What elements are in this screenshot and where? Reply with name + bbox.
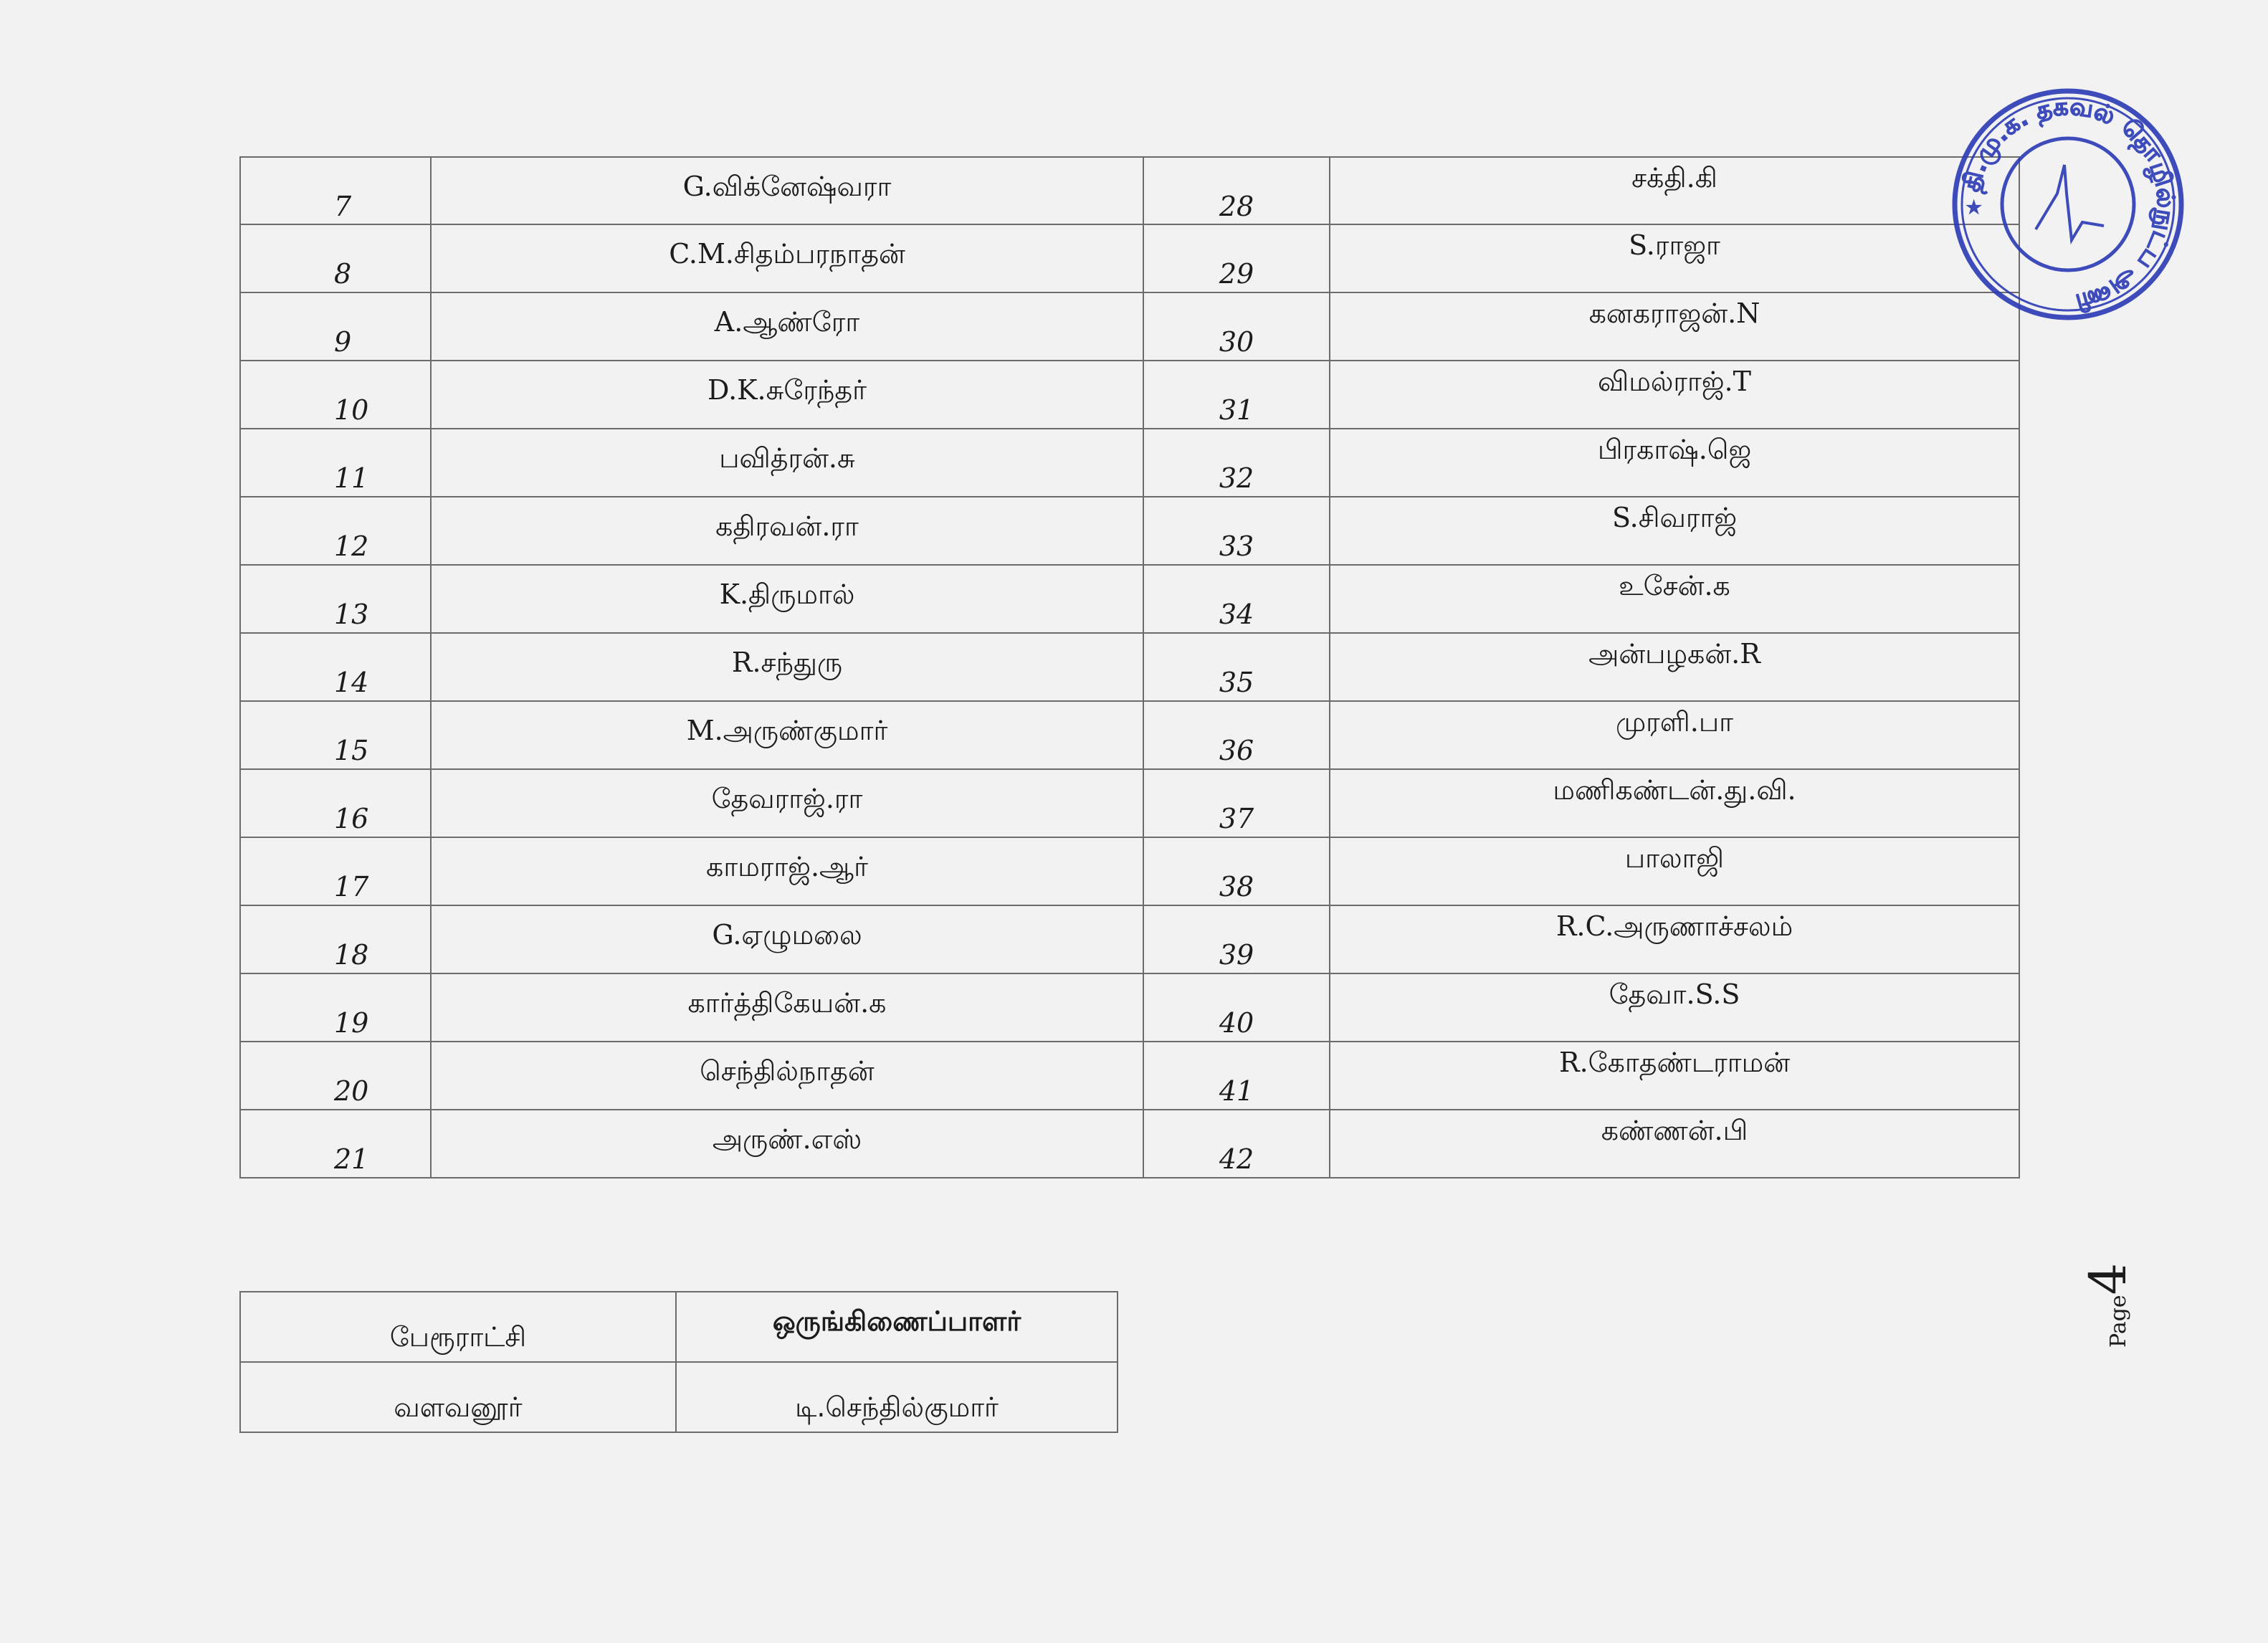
serial-number-left: 13 [240,565,431,633]
serial-number-left: 8 [240,224,431,292]
member-name-right: உசேன்.க [1330,565,2019,633]
member-name-left: அருண்.எஸ் [431,1110,1143,1178]
member-name-right: R.கோதண்டராமன் [1330,1042,2019,1110]
table-row [240,905,2019,973]
member-name-left: K.திருமால் [431,565,1143,633]
members-table-body [240,157,2019,1178]
table-row [240,565,2019,633]
serial-number-left: 10 [240,361,431,429]
table-row [240,1042,2019,1110]
serial-number-right: 32 [1143,429,1330,497]
member-name-left: C.M.சிதம்பரநாதன் [431,224,1143,292]
serial-number-right: 30 [1143,292,1330,361]
serial-number-left: 7 [240,157,431,224]
table-row [240,157,2019,224]
member-name-right: விமல்ராஜ்.T [1330,361,2019,429]
serial-number-right: 36 [1143,701,1330,769]
member-name-right: தேவா.S.S [1330,973,2019,1042]
member-name-right: S.ராஜா [1330,224,2019,292]
coordinator-header-row [240,1292,1118,1362]
member-name-left: R.சந்துரு [431,633,1143,701]
table-row [240,224,2019,292]
table-row [240,1110,2019,1178]
serial-number-left: 11 [240,429,431,497]
member-name-left: G.ஏழுமலை [431,905,1143,973]
header-coordinator: ஒருங்கிணைப்பாளர் [676,1292,1118,1362]
coordinator-value-row [240,1362,1118,1432]
serial-number-left: 19 [240,973,431,1042]
coordinator-name-value: டி.செந்தில்குமார் [676,1362,1118,1432]
coordinator-table [239,1291,1118,1433]
serial-number-left: 20 [240,1042,431,1110]
serial-number-left: 9 [240,292,431,361]
serial-number-right: 40 [1143,973,1330,1042]
serial-number-left: 15 [240,701,431,769]
table-row [240,361,2019,429]
member-name-left: செந்தில்நாதன் [431,1042,1143,1110]
serial-number-left: 17 [240,837,431,905]
members-table [239,156,2020,1178]
table-row [240,769,2019,837]
member-name-left: D.K.சுரேந்தர் [431,361,1143,429]
serial-number-right: 35 [1143,633,1330,701]
table-row [240,292,2019,361]
serial-number-right: 33 [1143,497,1330,565]
member-name-left: A.ஆண்ரோ [431,292,1143,361]
member-name-right: சக்தி.கி [1330,157,2019,224]
member-name-right: S.சிவராஜ் [1330,497,2019,565]
member-name-left: கார்த்திகேயன்.க [431,973,1143,1042]
serial-number-right: 42 [1143,1110,1330,1178]
member-name-left: கதிரவன்.ரா [431,497,1143,565]
member-name-right: கண்ணன்.பி [1330,1110,2019,1178]
serial-number-left: 12 [240,497,431,565]
member-name-right: பாலாஜி [1330,837,2019,905]
member-name-left: M.அருண்குமார் [431,701,1143,769]
serial-number-right: 38 [1143,837,1330,905]
member-name-right: மணிகண்டன்.து.வி. [1330,769,2019,837]
page-number [2079,1263,2138,1348]
serial-number-left: 18 [240,905,431,973]
svg-text:★: ★ [1966,197,1983,219]
organization-seal-stamp [1950,86,2186,323]
table-row [240,429,2019,497]
svg-text:தி.மு.க. தகவல் தொழில்நுட்ப அணி: தி.மு.க. தகவல் தொழில்நுட்ப அணி [1957,92,2181,318]
serial-number-right: 41 [1143,1042,1330,1110]
member-name-right: அன்பழகன்.R [1330,633,2019,701]
member-name-right: முரளி.பா [1330,701,2019,769]
table-row [240,701,2019,769]
header-town-panchayat: பேரூராட்சி [240,1292,676,1362]
member-name-right: R.C.அருணாச்சலம் [1330,905,2019,973]
member-name-right: பிரகாஷ்.ஜெ [1330,429,2019,497]
table-row [240,837,2019,905]
table-row [240,497,2019,565]
serial-number-right: 28 [1143,157,1330,224]
serial-number-left: 14 [240,633,431,701]
page-label: Page [2106,1295,2131,1348]
serial-number-right: 39 [1143,905,1330,973]
member-name-right: கனகராஜன்.N [1330,292,2019,361]
member-name-left: பவித்ரன்.சு [431,429,1143,497]
member-name-left: G.விக்னேஷ்வரா [431,157,1143,224]
town-panchayat-value: வளவனூர் [240,1362,676,1432]
page-number-value: 4 [2079,1262,2138,1295]
serial-number-right: 34 [1143,565,1330,633]
table-row [240,633,2019,701]
serial-number-left: 16 [240,769,431,837]
serial-number-right: 31 [1143,361,1330,429]
table-row [240,973,2019,1042]
serial-number-right: 37 [1143,769,1330,837]
serial-number-right: 29 [1143,224,1330,292]
serial-number-left: 21 [240,1110,431,1178]
member-name-left: காமராஜ்.ஆர் [431,837,1143,905]
member-name-left: தேவராஜ்.ரா [431,769,1143,837]
